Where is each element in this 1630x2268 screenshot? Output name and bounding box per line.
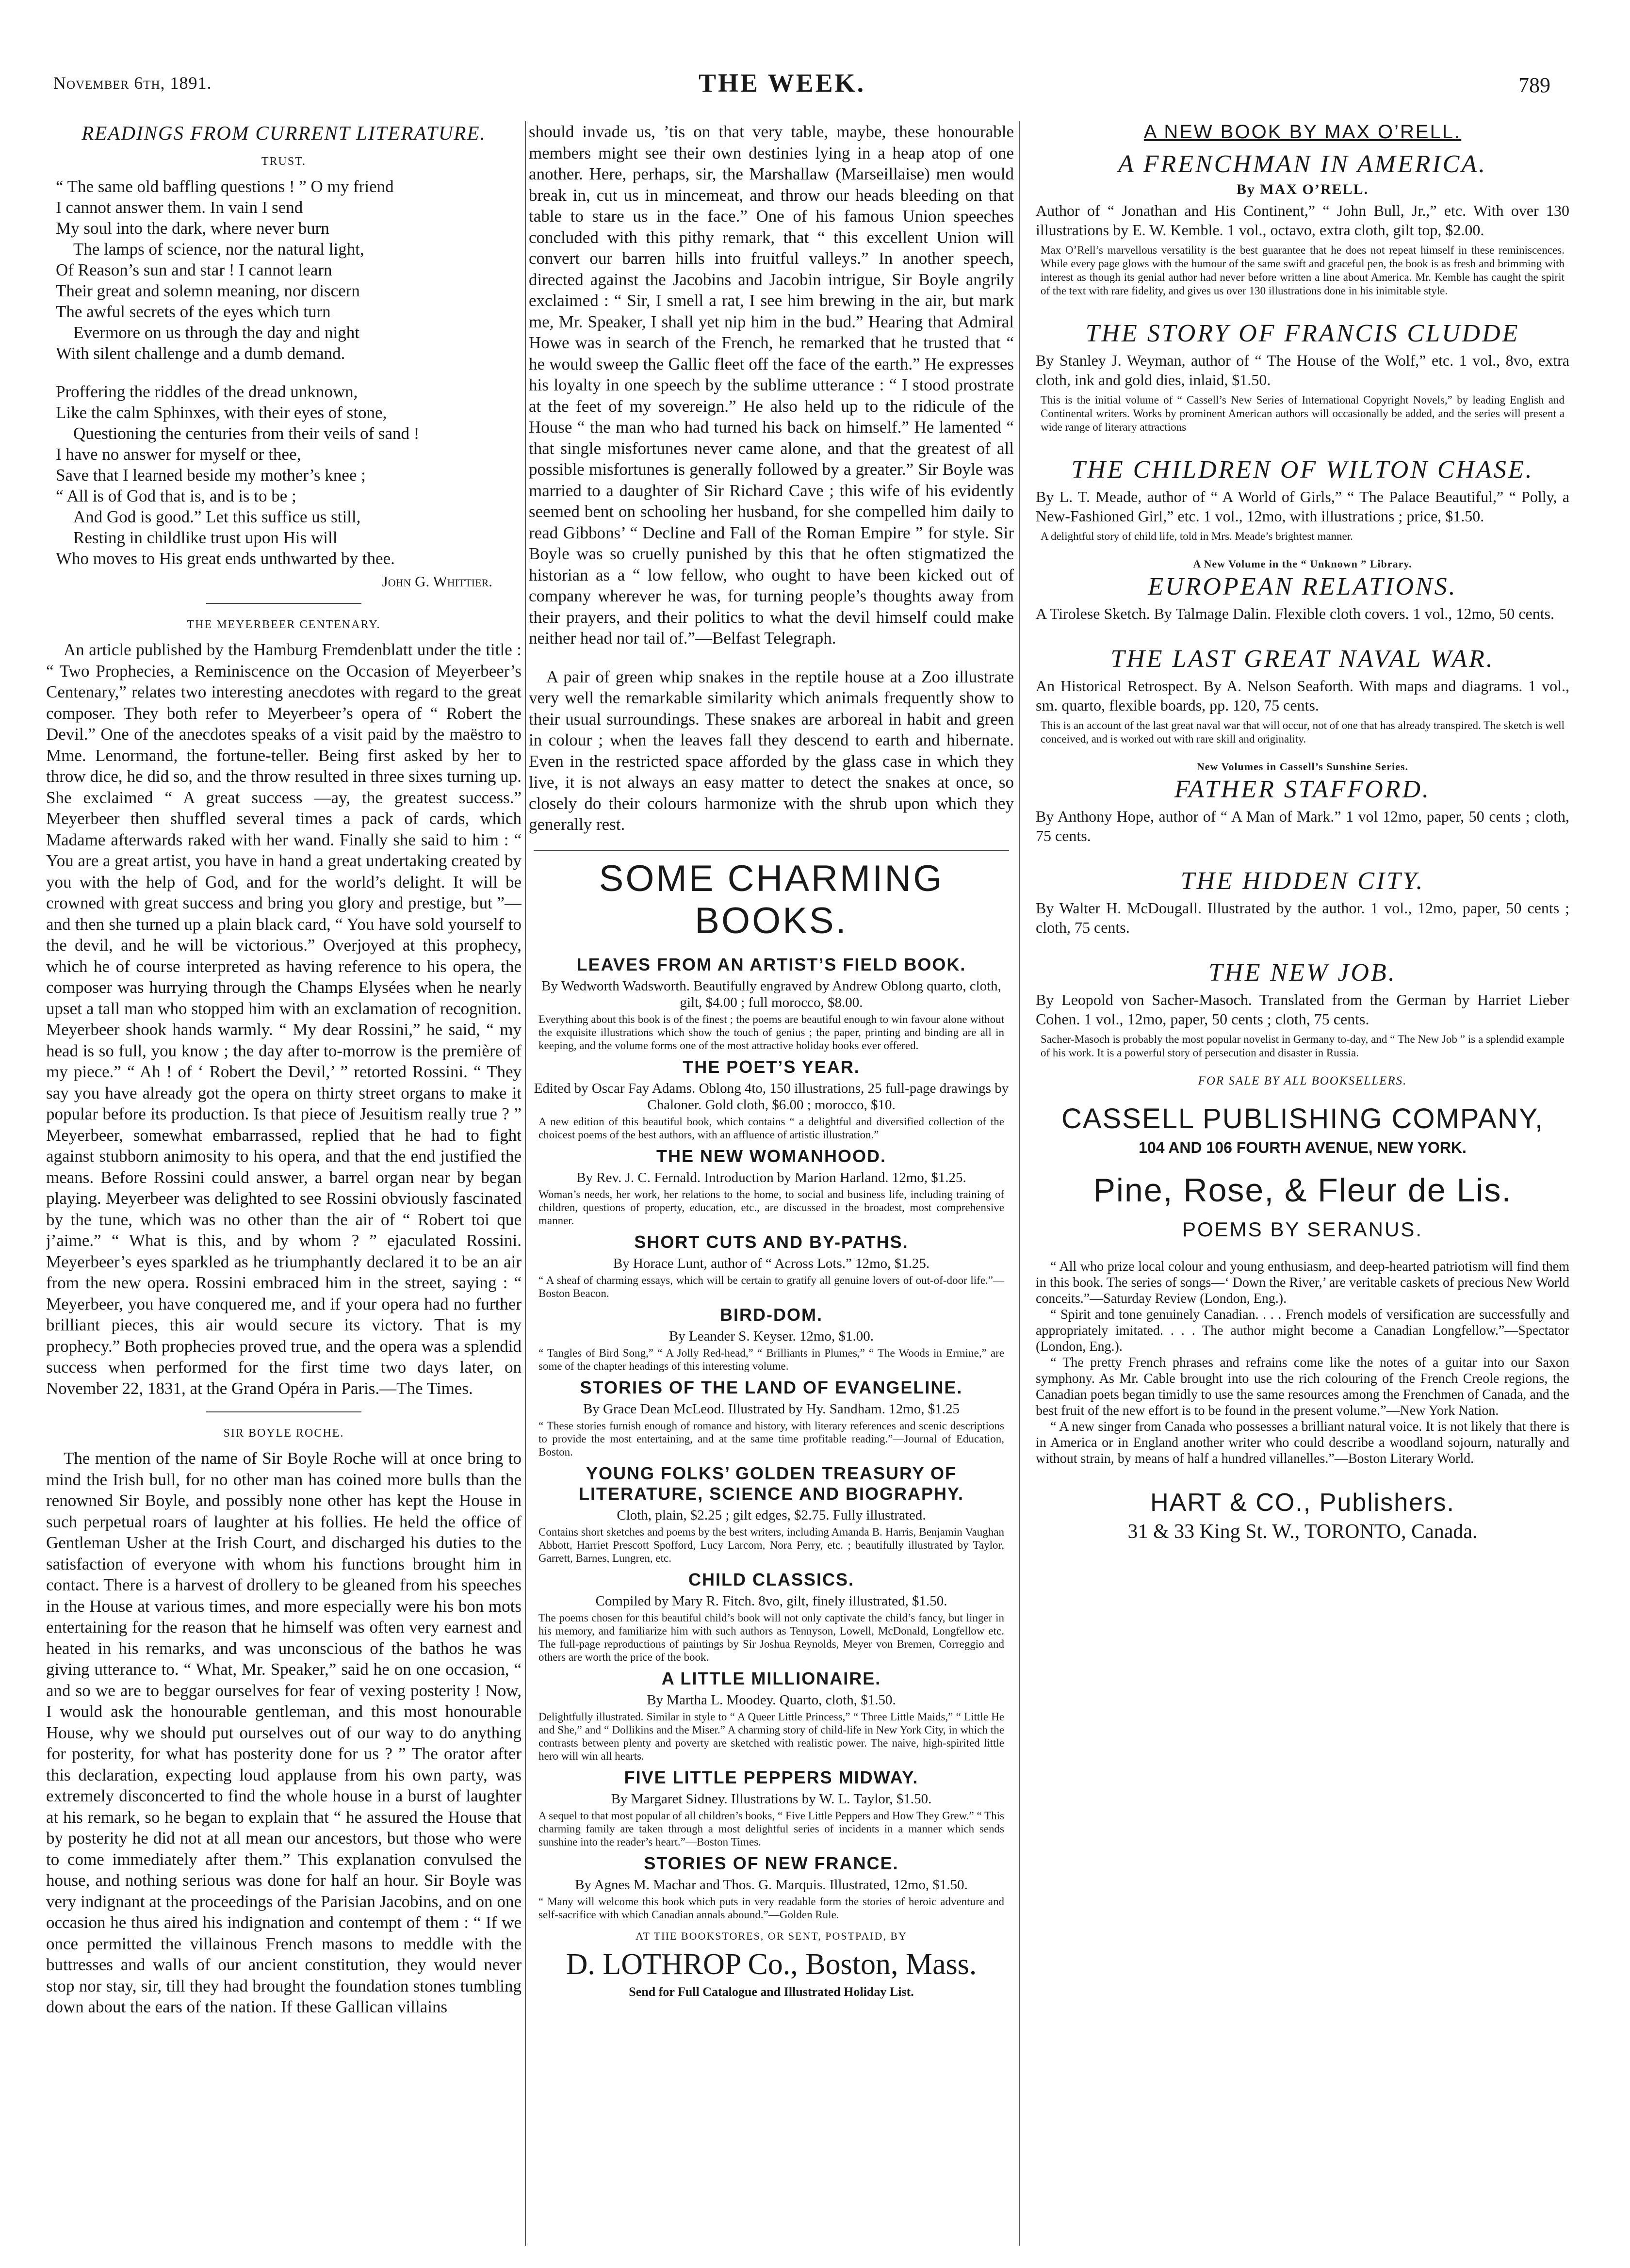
publisher-address: 104 AND 106 FOURTH AVENUE, NEW YORK.	[1139, 1139, 1467, 1156]
review-quote: “ All who prize local colour and young enthusiasm, and deep-hearted patriotism will find them in this book. The series of songs—‘ Down the River,’ are veritable caskets of precious New World conceits.”—Saturday Review (London, Eng.).	[1036, 1259, 1569, 1306]
poem-line: Of Reason’s sun and star ! I cannot learn	[56, 260, 332, 279]
divider	[534, 850, 1009, 851]
book-entry	[1026, 761, 1579, 845]
book-meta: By Rev. J. C. Fernald. Introduction by Marion Harland. 12mo, $1.25.	[576, 1169, 966, 1185]
series-note: New Volumes in Cassell’s Sunshine Series.	[1196, 761, 1409, 773]
book-note: Woman’s needs, her work, her relations to the home, to social and business life, including training of children, questions of property, education, etc., are discussed in the broadest, most comprehensive manner.	[538, 1188, 1004, 1227]
book-desc: A Tirolese Sketch. By Talmage Dalin. Flexible cloth covers. 1 vol., 12mo, 50 cents.	[1036, 605, 1555, 622]
publisher-address: 31 & 33 King St. W., TORONTO, Canada.	[1127, 1521, 1478, 1543]
book-note: The poems chosen for this beautiful child’s book will not only captivate the child’s fancy, but linger in his memory, and familiarize him with such authors as Tennyson, Lowell, McDonald, Longfellow etc. The full-page reproductions of paintings by Sir Joshua Reynolds, Meyer von Bremen, Correggio and others are worth the price of the book.	[538, 1611, 1004, 1663]
book-note: “ Many will welcome this book which puts in very readable form the stories of heroic adventure and self-sacrifice with which Canadian annals abound.”—Golden Rule.	[538, 1895, 1004, 1921]
book-desc: Author of “ Jonathan and His Continent,” “ John Bull, Jr.,” etc. With over 130 illustrations by E. W. Kemble. 1 vol., octavo, extra cloth, gilt top, $2.00.	[1036, 202, 1569, 239]
poem-line: I cannot answer them. In vain I send	[56, 198, 303, 217]
book-note: A new edition of this beautiful book, which contains “ a delightful and diversified collection of the choicest poems of the best authors, with an affluence of artistic illustration.”	[538, 1115, 1004, 1141]
book-entry	[529, 1305, 1014, 1373]
book-entry	[529, 1057, 1014, 1141]
book-desc: By Leopold von Sacher-Masoch. Translated from the German by Harriet Lieber Cohen. 1 vol., 12mo, paper, 50 cents ; cloth, 75 cents.	[1036, 991, 1569, 1028]
book-title: THE NEW JOB.	[1208, 959, 1397, 987]
book-desc: By L. T. Meade, author of “ A World of Girls,” “ The Palace Beautiful,” “ Polly, a New-Fashioned Girl,” etc. 1 vol., 12mo, with illustrations ; price, $1.50.	[1036, 488, 1569, 525]
book-note: This is the initial volume of “ Cassell’s New Series of International Copyright Novels,” by leading English and Continental writers. Works by prominent American authors will occasionally be added, and the series will present a wide range of literary attractions	[1041, 394, 1565, 433]
review-quote: “ Spirit and tone genuinely Canadian. . . . French models of versification are successfully and appropriately imitated. . . . The author might become a Canadian Longfellow.”—Spectator (London, Eng.).	[1036, 1307, 1569, 1354]
book-note: A sequel to that most popular of all children’s books, “ Five Little Peppers and How They Grew.” “ This charming family are taken through a most delightful series of incidents in a manner which sends sunshine into the reader’s heart.”—Boston Times.	[538, 1809, 1004, 1848]
series-note: A New Volume in the “ Unknown ” Library.	[1193, 558, 1412, 570]
book-note: “ Tangles of Bird Song,” “ A Jolly Red-head,” “ Brilliants in Plumes,” “ The Woods in Ermine,” are some of the chapter headings of this interesting volume.	[538, 1346, 1004, 1372]
article-title: SIR BOYLE ROCHE.	[223, 1427, 344, 1440]
book-title: A FRENCHMAN IN AMERICA.	[1118, 150, 1487, 178]
column-divider	[525, 121, 526, 2246]
publisher-name: D. LOTHROP Co., Boston, Mass.	[566, 1947, 977, 1981]
book-note: Contains short sketches and poems by the best writers, including Amanda B. Harris, Benjamin Vaughan Abbott, Harriet Prescott Spofford, Lucy Larcom, Nora Perry, etc. ; beautifully illustrated by Taylor, Garrett, Barnes, Lungren, etc.	[538, 1525, 1004, 1564]
poem-line: Who moves to His great ends unthwarted by thee.	[56, 549, 395, 568]
poem-line: “ All is of God that is, and is to be ;	[56, 486, 296, 505]
book-title: THE POET’S YEAR.	[683, 1056, 860, 1077]
book-entry	[1026, 150, 1579, 298]
poem-line: And God is good.” Let this suffice us still,	[73, 507, 361, 526]
book-meta: By Grace Dean McLeod. Illustrated by Hy. Sandham. 12mo, $1.25	[583, 1401, 960, 1417]
book-meta: By Agnes M. Machar and Thos. G. Marquis. Illustrated, 12mo, $1.50.	[575, 1877, 968, 1893]
book-entry	[1026, 558, 1579, 623]
book-title: CHILD CLASSICS.	[688, 1569, 854, 1589]
divider	[206, 1411, 361, 1412]
book-note: A delightful story of child life, told in Mrs. Meade’s brightest manner.	[1041, 530, 1353, 542]
section-title: READINGS FROM CURRENT LITERATURE.	[82, 122, 486, 144]
book-title: FATHER STAFFORD.	[1174, 776, 1431, 803]
review-quote: “ The pretty French phrases and refrains come like the notes of a guitar into our Saxon symphony. As Mr. Cable brought into use the rich colouring of the French Creole regions, the Canadian poets began timidly to use the same resources among the Frenchmen of Canada, and the best fruit of the new effort is to be found in the present volume.”—New York Nation.	[1036, 1355, 1569, 1418]
book-entry	[1026, 958, 1579, 1060]
book-note: “ A sheaf of charming essays, which will be certain to gratify all genuine lovers of out-of-door life.”—Boston Beacon.	[538, 1274, 1004, 1299]
book-meta: By Horace Lunt, author of “ Across Lots.” 12mo, $1.25.	[613, 1255, 930, 1271]
book-title: THE LAST GREAT NAVAL WAR.	[1110, 645, 1495, 673]
poem-line: Save that I learned beside my mother’s knee ;	[56, 466, 366, 485]
book-list	[529, 955, 1014, 1921]
book-entry	[1026, 455, 1579, 543]
column-divider	[1019, 121, 1020, 2246]
review-quote: “ A new singer from Canada who possesses a brilliant natural voice. It is not likely that there is in America or in England another writer who could describe a woodland sojourn, naturally and without strain, by means of half a hundred villanelles.”—Boston Literary World.	[1036, 1419, 1569, 1466]
poem-line: My soul into the dark, where never burn	[56, 219, 329, 238]
book-entry	[529, 1463, 1014, 1565]
book-title: THE STORY OF FRANCIS CLUDDE	[1085, 320, 1520, 347]
article-body: The mention of the name of Sir Boyle Roche will at once bring to mind the Irish bull, for no other man has coined more bulls than the renowned Sir Boyle, and possibly none other has kept the House in such perpetual roars of laughter at his follies. He held the office of Gentleman Usher at the Irish Court, and discharged his duties to the satisfaction of everyone with whom his functions brought him in contact. There is a harvest of drollery to be gleaned from his speeches in the House at various times, and more especially were his bon mots entertaining for the reason that he himself was often very earnest and heated in his remarks, and was unconscious of the bathos he was giving utterance to. “ What, Mr. Speaker,” said he on one occasion, “ and so we are to beggar ourselves for fear of vexing posterity ! Now, I would ask the honourable gentleman, and this most honourable House, why we should put ourselves out of our way to do anything for posterity, for what has posterity done for us ? ” The orator after this declaration, expecting loud applause from his own party, was extremely disconcerted to find the whole house in a burst of laughter at his remark, so he began to explain that “ he assured the House that by posterity he did not at all mean our ancestors, but those who were to come immediately after them.” This explanation convulsed the house, and nothing serious was done for half an hour. Sir Boyle was very indignant at the proceedings of the Parisian Jacobins, and on one occasion he thus aired his indignation and contempt of them : “ If we once permitted the villainous French masons to meddle with the buttresses and walls of our ancient constitution, they would never stop nor stay, sir, till they had brought the foundation stones tumbling down about the ears of the nation. If these Gallican villains	[46, 1449, 522, 2016]
for-sale-note: FOR SALE BY ALL BOOKSELLERS.	[1198, 1074, 1407, 1087]
book-desc: An Historical Retrospect. By A. Nelson Seaforth. With maps and diagrams. 1 vol., sm. quarto, flexible boards, pp. 120, 75 cents.	[1036, 677, 1569, 714]
poem-line: I have no answer for myself or thee,	[56, 445, 301, 464]
book-entry	[529, 1853, 1014, 1921]
book-meta: By Wedworth Wadsworth. Beautifully engraved by Andrew Oblong quarto, cloth, gilt, $4.00 ; full morocco, $8.00.	[541, 978, 1001, 1010]
book-note: Everything about this book is of the finest ; the poems are beautiful enough to win favour alone without the exquisite illustrations which show the touch of genius ; the paper, printing and binding are all in keeping, and the volume forms one of the most attractive holiday books ever offered.	[538, 1013, 1004, 1052]
book-note: This is an account of the last great naval war that will occur, not of one that has already transpired. The sketch is well conceived, and is worked out with rare skill and originality.	[1041, 719, 1565, 745]
poem-line: Their great and solemn meaning, nor discern	[56, 281, 360, 300]
availability-note: AT THE BOOKSTORES, OR SENT, POSTPAID, BY	[636, 1929, 907, 1942]
book-title: STORIES OF THE LAND OF EVANGELINE.	[580, 1377, 963, 1397]
book-author: By MAX O’RELL.	[1236, 181, 1369, 197]
poem-line: With silent challenge and a dumb demand.	[56, 344, 345, 363]
book-title: A LITTLE MILLIONAIRE.	[661, 1668, 881, 1688]
poem-line: Questioning the centuries from their veils of sand !	[73, 424, 420, 443]
divider	[206, 603, 361, 604]
poem-body	[56, 176, 522, 569]
poem-line: The lamps of science, nor the natural light,	[73, 240, 364, 259]
book-title: BIRD-DOM.	[720, 1304, 823, 1325]
book-entry	[1026, 645, 1579, 746]
catalogue-note: Send for Full Catalogue and Illustrated Holiday List.	[629, 1984, 914, 1999]
book-title: STORIES OF NEW FRANCE.	[644, 1853, 899, 1873]
book-title: LEAVES FROM AN ARTIST’S FIELD BOOK.	[576, 954, 966, 974]
book-title: SHORT CUTS AND BY-PATHS.	[634, 1231, 909, 1252]
book-meta: Cloth, plain, $2.25 ; gilt edges, $2.75. Fully illustrated.	[617, 1507, 926, 1523]
book-entry	[1026, 319, 1579, 434]
book-entry	[529, 1146, 1014, 1227]
poem-line: Evermore on us through the day and night	[73, 323, 360, 342]
book-entry	[529, 1570, 1014, 1664]
ad-banner: SOME CHARMING BOOKS.	[599, 858, 944, 941]
poem-line: “ The same old baffling questions ! ” O my friend	[56, 177, 394, 196]
book-note: Sacher-Masoch is probably the most popular novelist in Germany to-day, and “ The New Job ” is a splendid example of his work. It is a powerful story of persecution and disaster in Russia.	[1041, 1033, 1565, 1059]
article-body: An article published by the Hamburg Fremdenblatt under the title : “ Two Prophecies, a Reminiscence on the Occasion of Meyerbeer’s Centenary,” relates two interesting anecdotes with regard to the great composer. They both refer to Meyerbeer’s opera of “ Robert the Devil.” One of the anecdotes speaks of a visit paid by the maëstro to Mme. Lenormand, the fortune-teller. Being first asked by her to throw dice, he did so, and the throw resulted in three sixes turning up. She exclaimed “ A great success —ay, the greatest success.” Meyerbeer then shuffled several times a pack of cards, which Madame afterwards raked with her wand. Finally she said to him : “ You are a great artist, you have in hand a great undertaking created by you with the help of God, and for the world’s delight. It will be crowned with great success and bring you glory and prestige, but ”—and then she turned up a plain black card, “ You have sold yourself to the devil, and he will be victorious.” Overjoyed at this prophecy, which he of course interpreted as having reference to his opera, the composer was hurrying through the Champs Elysées when he nearly upset a tall man who stopped him with an exclamation of recognition. Meyerbeer shook hands warmly. “ My dear Rossini,” he said, “ my head is so full, you know ; the day after to-morrow is the première of my piece.” “ Ah ! of ‘ Robert the Devil,’ ” retorted Rossini. “ They say you have already got the opera on thirty street organs to make it popular before its production. Is that piece of Jesuitism really true ? ” Meyerbeer, somewhat embarrassed, replied that he had to fight against stubborn animosity to his opera, and that the end justified the means. Before Rossini could answer, a barrel organ near by began playing. Meyerbeer was delighted to see Rossini obviously fascinated by the tune, which was no other than the air of “ Robert toi que j’aime.” “ What is this, and by whom ? ” ejaculated Rossini. Meyerbeer’s eyes sparkled as he triumphantly declared it to be an air from the new opera. Rossini embraced him in the street, saying : “ Meyerbeer, you have conquered me, and if your opera had no further brilliant pieces, this air would secure its victory. That is my prophecy.” Both prophecies proved true, and the opera was a splendid success when performed for the first time two days later, on November 22, 1831, at the Grand Opéra in Paris.—The Times.	[46, 640, 522, 1398]
article-body: should invade us, ’tis on that very table, maybe, these honourable members might see their own destinies lying in a heap atop of one another. Here, perhaps, sir, the Marshallaw (Marseillaise) men would break in, cut us in mincemeat, and throw our heads bleeding on that table to stare us in the face.” One of his famous Union speeches concluded with this pithy remark, that “ this excellent Union will convert our barren hills into fruitful valleys.” In another speech, directed against the Jacobins and Jacobin intrigue, Sir Boyle angrily exclaimed : “ Sir, I smell a rat, I see him brewing in the air, but mark me, Mr. Speaker, I shall yet nip him in the bud.” Hearing that Admiral Howe was in search of the French, he remarked that he trusted that “ he would sweep the Gallic fleet off the face of the earth.” He expresses his loyalty in one speech by the sublime utterance : “ I stood prostrate at the feet of my sovereign.” He also held up to the ridicule of the House “ the man who had turned his back on himself.” He lamented “ that single misfortunes never came alone, and that the greatest of all possible misfortunes is generally followed by a greater.” Sir Boyle was married to a daughter of Sir Richard Cave ; this wife of his evidently seemed bent on schooling her husband, for she compelled him daily to read Gibbons’ “ Decline and Fall of the Roman Empire ” for style. Sir Boyle was so cruelly punished by this that he often stigmatized the historian as a “ low fellow, who ought to have been kicked out of company wherever he was, for turning people’s thoughts away from their prayers, and their politics to what the devil himself could make neither head nor tail of.”—Belfast Telegraph.	[529, 122, 1014, 648]
book-title: THE HIDDEN CITY.	[1180, 867, 1425, 895]
book-author: POEMS BY SERANUS.	[1182, 1218, 1423, 1241]
article-body: A pair of green whip snakes in the reptile house at a Zoo illustrate very well the remarkable similarity which animals frequently show to their usual surroundings. These snakes are arboreal in habit and green in colour ; when the leaves fall they descend to earth and hibernate. Even in the restricted space afforded by the glass case in which they live, it is not always an easy matter to detect the snakes at once, so closely do their colours harmonize with the shrub upon which they generally rest.	[529, 667, 1014, 834]
book-desc: By Walter H. McDougall. Illustrated by the author. 1 vol., 12mo, paper, 50 cents ; cloth, 75 cents.	[1036, 899, 1569, 936]
publisher-name: HART & CO., Publishers.	[1150, 1489, 1455, 1517]
article-title: THE MEYERBEER CENTENARY.	[187, 618, 381, 631]
book-entry	[529, 1232, 1014, 1300]
column-right	[1026, 121, 1579, 2255]
masthead-title: THE WEEK.	[699, 68, 866, 97]
poem-title: TRUST.	[261, 155, 307, 168]
book-desc: By Stanley J. Weyman, author of “ The House of the Wolf,” etc. 1 vol., 8vo, extra cloth, ink and gold dies, inlaid, $1.50.	[1036, 352, 1569, 389]
book-title: EUROPEAN RELATIONS.	[1148, 573, 1457, 600]
book-entry	[529, 1669, 1014, 1763]
book-note: “ These stories furnish enough of romance and history, with literary references and scenic descriptions to provide the most entertaining, and at the same time profitable reading.”—Journal of Education, Boston.	[538, 1419, 1004, 1458]
poem-line: Like the calm Sphinxes, with their eyes of stone,	[56, 403, 387, 422]
book-title: THE NEW WOMANHOOD.	[656, 1146, 886, 1166]
book-title: FIVE LITTLE PEPPERS MIDWAY.	[624, 1767, 919, 1787]
page-number: 789	[1518, 73, 1550, 97]
book-desc: By Anthony Hope, author of “ A Man of Mark.” 1 vol 12mo, paper, 50 cents ; cloth, 75 cents.	[1036, 808, 1569, 844]
book-title: Pine, Rose, & Fleur de Lis.	[1093, 1172, 1512, 1209]
publisher-name: CASSELL PUBLISHING COMPANY,	[1061, 1103, 1544, 1134]
book-note: Max O’Rell’s marvellous versatility is the best guarantee that he does not repeat himself in these reminiscences. While every page glows with the humour of the same swift and graceful pen, the book is as fresh and brimming with interest as though its genial author had never before written a line about America. Mr. Kemble has caught the spirit of the text with rare fidelity, and gives us over 130 illustrations done in his inimitable style.	[1041, 244, 1565, 297]
book-title: THE CHILDREN OF WILTON CHASE.	[1071, 456, 1534, 484]
book-meta: By Leander S. Keyser. 12mo, $1.00.	[668, 1328, 874, 1344]
book-meta: Edited by Oscar Fay Adams. Oblong 4to, 150 illustrations, 25 full-page drawings by Chaloner. Gold cloth, $6.00 ; morocco, $10.	[534, 1080, 1009, 1113]
book-meta: Compiled by Mary R. Fitch. 8vo, gilt, finely illustrated, $1.50.	[595, 1593, 947, 1609]
book-title: YOUNG FOLKS’ GOLDEN TREASURY OF LITERATURE, SCIENCE AND BIOGRAPHY.	[578, 1463, 964, 1504]
column-middle	[529, 121, 1014, 2255]
issue-date: November 6th, 1891.	[53, 73, 212, 93]
book-entry	[529, 1377, 1014, 1458]
column-left	[46, 121, 522, 2255]
review-quotes	[1026, 1259, 1579, 1467]
book-meta: By Margaret Sidney. Illustrations by W. L. Taylor, $1.50.	[611, 1791, 932, 1807]
book-entry	[529, 955, 1014, 1052]
ad-heading: A NEW BOOK BY MAX O’RELL.	[1143, 121, 1462, 143]
book-note: Delightfully illustrated. Similar in style to “ A Queer Little Princess,” “ Three Little Maids,” “ Little He and She,” and “ Dollikins and the Miser.” A charming story of child-life in New York City, in which the contrasts between plenty and poverty are sketched with realistic power. The naive, high-spirited little hero will win all hearts.	[538, 1710, 1004, 1762]
poem-line: Resting in childlike trust upon His will	[73, 528, 338, 547]
book-meta: By Martha L. Moodey. Quarto, cloth, $1.50.	[647, 1692, 896, 1708]
page-header	[0, 0, 1630, 112]
poem-line: The awful secrets of the eyes which turn	[56, 302, 331, 321]
book-entry	[1026, 867, 1579, 937]
book-entry	[529, 1767, 1014, 1848]
poem-line: Proffering the riddles of the dread unknown,	[56, 382, 358, 401]
poem-author: John G. Whittier.	[382, 573, 492, 590]
